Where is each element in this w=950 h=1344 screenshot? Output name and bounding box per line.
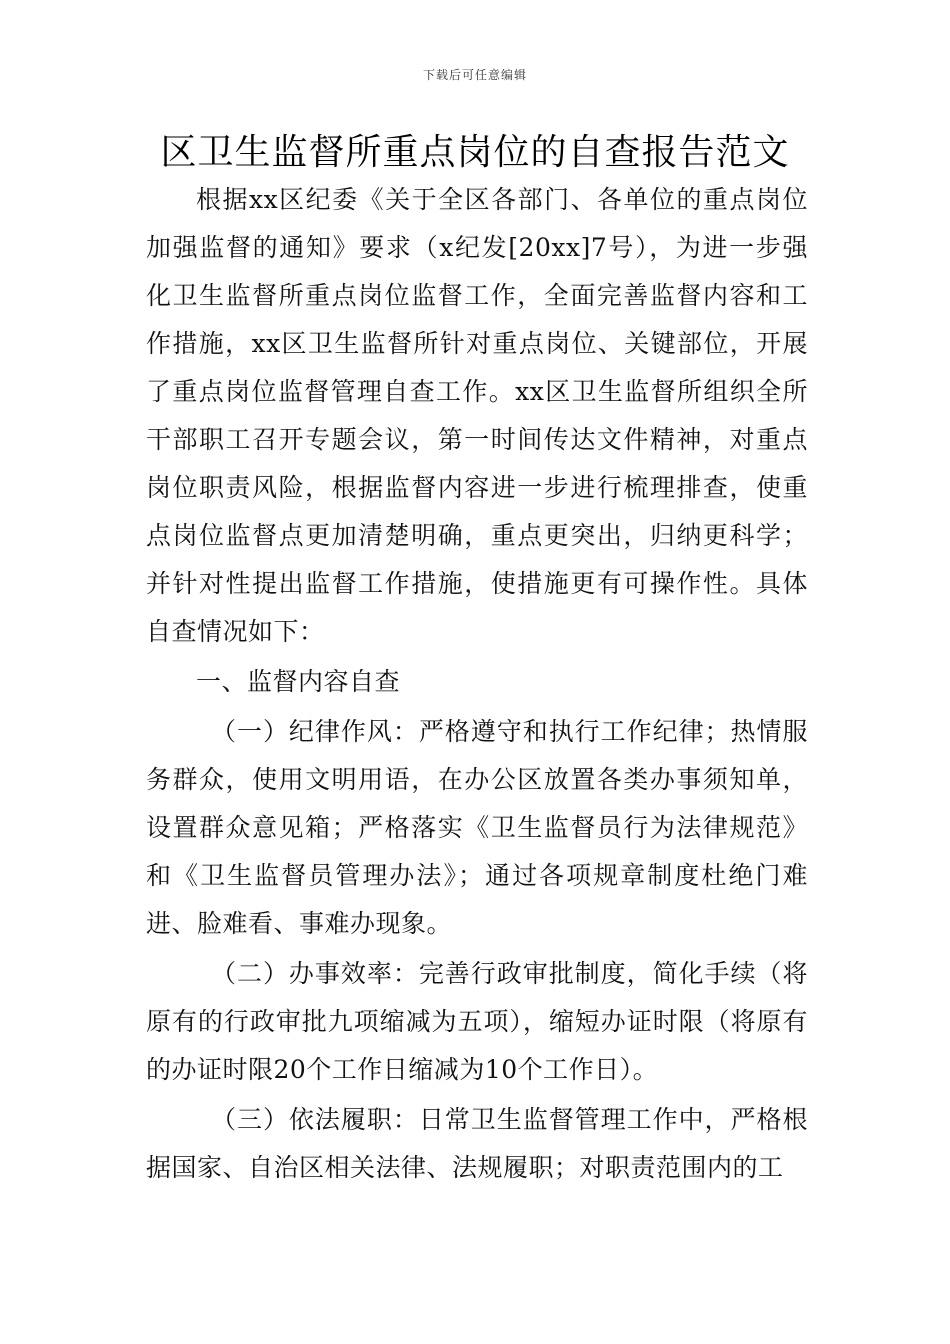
intro-paragraph: 根据xx区纪委《关于全区各部门、各单位的重点岗位加强监督的通知》要求（x纪发[20xx]7号），为进一步强化卫生监督所重点岗位监督工作，全面完善监督内容和工作措施，xx区卫生监督所针对重点岗位、关键部位，开展了重点岗位监督管理自查工作。xx区卫生监督所组织全所干部职工召开专题会议，第一时间传达文件精神，对重点岗位职责风险，根据监督内容进一步进行梳理排查，使重点岗位监督点更加清楚明确，重点更突出，归纳更科学；并针对性提出监督工作措施，使措施更有可操作性。具体自查情况如下：	[146, 185, 808, 646]
document-body	[146, 176, 808, 1192]
document-title: 区卫生监督所重点岗位的自查报告范文	[160, 132, 790, 173]
item-paragraph-discipline: （一）纪律作风：严格遵守和执行工作纪律；热情服务群众，使用文明用语，在办公区放置各类办事须知单，设置群众意见箱；严格落实《卫生监督员行为法律规范》和《卫生监督员管理办法》；通过各项规章制度杜绝门难进、脸难看、事难办现象。	[146, 717, 808, 938]
section-heading: 一、监督内容自查	[196, 667, 401, 696]
item-paragraph-efficiency: （二）办事效率：完善行政审批制度，简化手续（将原有的行政审批九项缩减为五项），缩短办证时限（将原有的办证时限20个工作日缩减为10个工作日）。	[146, 959, 808, 1084]
header-note: 下载后可任意编辑	[422, 68, 527, 82]
item-paragraph-duty: （三）依法履职：日常卫生监督管理工作中，严格根据国家、自治区相关法律、法规履职；对职责范围内的工	[146, 1105, 808, 1182]
